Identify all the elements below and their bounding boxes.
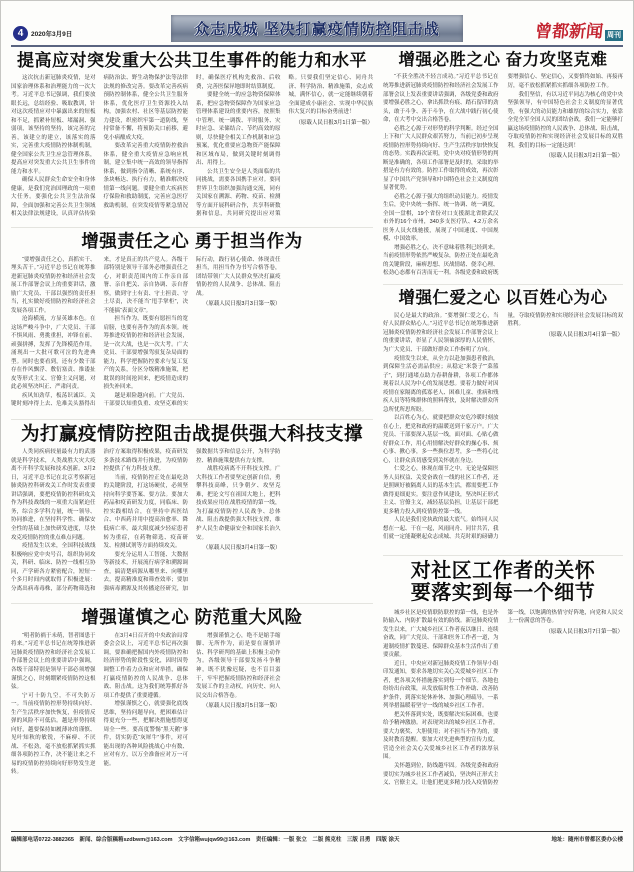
campaign-banner <box>171 15 463 42</box>
page-header <box>11 9 623 47</box>
article-body: “不获全胜决不轻言成功。”习近平总书记在统筹推进新冠肺炎疫情防控和经济社会发展工作部署会议上发表重要讲话强调，各级党委和政府要增强必胜之心，拿出抓铁有痕、踏石留印的劲头，敢于斗争、善于斗争，在大战中践行初心使命，在大考中交出合格答卷。 必胜之心源于对形势的科学判断。经过全国上下和广大人民群众艰苦努力，当前已初步呈现疫情防控形势持续向好、生产生活秩序加快恢复的态势。实践再次证明，党中央对疫情形势的判断是准确的，各项工作部署是及时的，采取的举措是有力有效的。防控工作取得的成效，再次彰显了中国共产党领导和中国特色社会主义制度的显著优势。 必胜之心源于强大的组织动员能力。疫情发生后，党中央统一指挥、统一协调、统一调度，全国一盘棋，19个省份对口支援湖北省除武汉市外的16个市州，340多支医疗队、4.2万余名医务人员火线驰援，展现了中国速度、中国规模、中国效率。 增强必胜之心，决不意味着胜利已经到来。当前疫情形势依然严峻复杂，防控正处在最吃劲的关键阶段，麻痹思想、厌战情绪、侥幸心理、松劲心态都有百害而无一利。各级党委和政府既要增强信心、坚定信心，又要慎终如始、再接再厉，毫不放松抓紧抓实抓细各项防控工作。 我们坚信，有以习近平同志为核心的党中央坚强领导，有中国特色社会主义制度的显著优势，有强大的动员能力和雄厚的综合实力，依靠全党全军全国人民的团结奋战，我们一定能够打赢这场疫情防控的人民战争、总体战、阻击战，夺取疫情防控和实现经济社会发展目标的双胜利，我们的目标一定能达到！ （原载人民日报3月2日第一版） <box>383 74 623 277</box>
article-body: 这次抗击新冠肺炎疫情，是对国家治理体系和治理能力的一次大考。习近平总书记强调，我们要放眼长远，总结经验、吸取教训，针对这次疫情应对中暴露出来的短板和不足，抓紧补短板、堵漏洞、强弱项，该坚持的坚持，该完善的完善，该建立的建立，该落实的落实，完善重大疫情防控体制机制，健全国家公共卫生应急管理体系，提高应对突发重大公共卫生事件的能力和水平。 确保人民群众生命安全和身体健康，是我们党治国理政的一项重大任务。要强化公共卫生法治保障，全面加强和完善公共卫生领域相关法律法规建设，认真评估传染病防治法、野生动物保护法等法律法规的修改完善。要改革完善疾病预防控制体系，健全公共卫生服务体系，优化医疗卫生资源投入结构，加强农村、社区等基层防控能力建设，织密织牢第一道防线，坚持常备不懈，将预防关口前移，避免小病酿成大疫。 要改革完善重大疫情防控救治体系，健全重大疫情应急响应机制，建立集中统一高效的领导指挥体系，做到指令清晰、系统有序、条块畅达、执行有力，精准解决疫情第一线问题。要健全重大疾病医疗保险和救助制度，完善应急医疗救助机制，在突发疫情等紧急情况时，确保医疗机构先救治、后收费，完善医保异地即时结算制度。 要健全统一的应急物资保障体系，把应急物资保障作为国家应急管理体系建设的重要内容，按照集中管理、统一调拨、平时服务、灾时应急、采储结合、节约高效的原则，尽快健全相关工作机制和应急预案，优化重要应急物资产能保障和区域布局，做到关键时刻调得出、用得上。 公共卫生安全是人类面临的共同挑战，需要各国携手应对。要同世界卫生组织加强沟通交流，同有关国家在溯源、药物、疫苗、检测等方面开展科研合作，共享科研数据和信息，共同研究提出应对策略。只要我们坚定信心、同舟共济、科学防治、精准施策，众志成城，满怀信心，就一定能继续朝着全面建成小康社会、实现中华民族伟大复兴的目标奋勇前进！ （原载人民日报3月1日第一版） <box>11 75 373 218</box>
masthead-logo: 曾都新闻 <box>534 22 605 42</box>
article-headline: 增强必胜之心 奋力攻坚克难 <box>398 51 608 69</box>
page-number-area <box>13 26 72 41</box>
article-responsibility <box>11 227 373 414</box>
page-content <box>11 50 623 795</box>
article-body: 民心是最大的政治。“要增强仁爱之心，当好人民群众贴心人。”习近平总书记在统筹推进新冠肺炎疫情防控和经济社会发展工作部署会议上的重要讲话，彰显了人民领袖深厚的人民情怀，为广大党员、干部做好群众工作指明了方向。 疫情发生以来，从全力以赴加强患者救治，到保障生活必需品供应；从稳定“米袋子”“菜篮子”，到打通堵点助力春耕备耕，各项工作都体现着以人民为中心的发展思想。要着力做好对因疫情在家隔离的孤寡老人、困难儿童、重病和残疾人员等特殊群体的照料帮扶，及时解决群众所急所忧所思所盼。 以百姓心为心，就要把群众安危冷暖时刻放在心上，把党和政府的温暖送到千家万户。广大党员、干部要深入基层一线，面对面、心贴心做好群众工作，用心用情解决好群众的操心事、烦心事、揪心事，多一些换位思考，多一些将心比心，让群众真切感受到关怀就在身边。 仁爱之心，体现在细节之中。无论是保障医务人员权益、关爱奋战在一线的社区工作者，还是照顾好被隔离人员的基本生活，都需要把工作做得更细更实。要注意作风建设，坚决纠正形式主义、官僚主义，减轻基层负担，让基层干部把更多精力投入到疫情防控第一线。 人民是我们党执政的最大底气。始终同人民想在一起、干在一起，风雨同舟、同甘共苦，我们就一定能凝聚起众志成城、共克时艰的磅礴力量，夺取疫情防控和实现经济社会发展目标的双胜利。 （原载人民日报3月4日第一版） <box>383 312 623 541</box>
article-headline: 增强仁爱之心 以百姓心为心 <box>398 289 608 308</box>
article-body: “要增强责任之心，真抓实干、埋头苦干。”习近平总书记在统筹推进新冠肺炎疫情防控和经济社会发展工作部署会议上的重要讲话，激励广大党员、干部以强烈的责任担当，扎实做好疫情防控和经济社会发展各项工作。 沧海横流，方显英雄本色。在这场严峻斗争中，广大党员、干部不惧风雨、勇挑重担，冲锋在前、顽强拼搏，发挥了先锋模范作用，涌现出一大批可歌可泣的先进典型。同时也要看到，还有少数干部存在作风飘浮、敷衍塞责、推诿扯皮等形式主义、官僚主义问题，对此必须坚决纠正、严肃问责。 疾风知劲草，板荡识诚臣。关键时刻冲得上去、危难关头豁得出来，才是真正的共产党人。各级干部特别是领导干部务必增强责任之心，对职责范围内的工作亲自部署、亲自把关、亲自协调、亲自督察，做到守土有责、守土担责、守土尽责，决不能当“甩手掌柜”，决不能搞“表面文章”。 担当作为，既要有愿担当的宽肩膀，也要有善作为的真本领。统筹推进疫情防控和经济社会发展，是一次大战，也是一次大考。广大党员、干部要增强驾驭复杂局面的能力，科学把握防控要求与复工复产的关系，分区分级精准施策，把耽误的时间抢回来，把疫情造成的损失补回来。 越是艰险越向前。广大党员、干部要以知重负重、攻坚克难的实际行动，践行初心使命、体现责任担当，用担当作为书写合格答卷，团结带领广大人民群众坚决打赢疫情防控的人民战争、总体战、阻击战。 （原载人民日报3月3日第一版） <box>11 256 281 408</box>
article-headline: 提高应对突发重大公共卫生事件的能力和水平 <box>17 51 367 70</box>
publication-date: 2020年3月9日 <box>31 31 73 38</box>
page-number-badge: 4 <box>13 26 28 41</box>
article-benevolence <box>383 284 623 549</box>
article-headline: 增强责任之心 勇于担当作为 <box>81 231 303 252</box>
article-body: 人类同疾病较量最有力的武器就是科学技术，人类战胜大灾大疫离不开科学发展和技术创新。3月2日，习近平总书记在北京考察新冠肺炎防控科研攻关工作时发表重要讲话强调，要把疫情防控科研攻关作为科技战线的一项重大而紧迫任务，综合多学科力量，统一领导、协同推进，在坚持科学性、确保安全性的基础上加快研发进度，尽快攻克疫情防控的重点难点问题。 疫情发生以来，全国科技战线积极响应党中央号召，组织协同攻关，科研、临床、防控一线相互协同，产学研各方紧密配合，短短一个多月时间内就取得了积极进展：分离出病毒毒株，部分药物筛选和治疗方案取得积极成果，疫苗研发多条技术路线并行推进，为疫情防控提供了有力科技支撑。 当前，疫情防控正处在最吃劲的关键阶段，打这场硬仗，必须坚持向科学要答案、要方法。要加大药品和疫苗研发力度，同临床、防控实践相结合，在坚持中西医结合、中西药并用中提高治愈率、降低病亡率，最大限度减少轻症患者转为重症，在药物筛选、疫苗研发、检测试剂等方面持续攻关。 要充分运用人工智能、大数据等新技术，开展流行病学和溯源调查，搞清楚病源从哪里来、向哪里去，提高精准度和筛查效率；要加强病毒溯源及其传播途径研究，加强数据共享和信息公开，为科学防控、精准施策提供有力支撑。 战胜疫病离不开科技支撑。广大科技工作者要坚定创新自信，勇攀科技高峰，只争朝夕、攻坚克难，把论文写在祖国大地上，把科技成果应用在战胜疫情的第一线，为打赢疫情防控人民战争、总体战、阻击战提供强大科技支撑，维护人民生命健康安全和国家长治久安。 （原载人民日报3月4日第一版） <box>11 449 281 592</box>
article-confidence-victory <box>383 51 623 279</box>
campaign-banner-text: 众志成城 坚决打赢疫情防控阻击战 <box>194 21 440 38</box>
article-prudence-risk <box>11 603 373 780</box>
article-body: “明者防祸于未萌，智者图患于将来。”习近平总书记在统筹推进新冠肺炎疫情防控和经济社会发展工作部署会议上的重要讲话中强调，各级干部特别是领导干部必须增强谨慎之心，时刻绷紧疫情防控这根弦。 宁可十防九空，不可失防万一。当前疫情防控形势持续向好、生产生活秩序加快恢复，但疫情反弹的风险不可低估。越是形势持续向好，越要保持如履薄冰的谨慎、见叶知秋的敏锐，不麻痹、不厌战、不松劲，毫不放松抓紧抓实抓细各项防控工作，决不能让来之不易的疫情防控持续向好形势发生逆转。 在3月4日召开的中央政治局常委会会议上，习近平总书记再次强调，要准确把握国内外疫情防控和经济形势的阶段性变化，因时因势调整工作着力点和应对举措，确保打赢疫情防控的人民战争、总体战、阻击战。这为我们统筹抓好各项工作提供了重要遵循。 增强谨慎之心，就要强化底线思维，坚持问题导向，把困难估计得更充分一些，把解决措施想得更周全一些。要高度警惕“黑天鹅”事件，切实防范“灰犀牛”事件，对可能出现的各种风险挑战心中有数、应对有方，以万全准备应对万一可能。 增强谨慎之心，绝不是缩手缩脚、无所作为，而是要在谨慎评估、科学研判的基础上积极主动作为。各级领导干部要发扬斗争精神，既不犹豫迟疑，也不盲目蛮干，牢牢把握疫情防控和经济社会发展工作的主动权，向历史、向人民交出合格答卷。 （原载人民日报3月5日第一版） <box>11 632 281 776</box>
article-body: 城乡社区是疫情联防联控的第一线，也是外防输入、内防扩散最有效的防线。新冠肺炎疫情发生以来，广大城乡社区工作者夜以继日、连续奋战，同广大党员、干部和医务工作者一道，为遏制疫情扩散蔓延、保障群众基本生活作出了重要贡献。 近日，中央应对新冠肺炎疫情工作领导小组印发通知，要求各地切实关心关爱城乡社区工作者，把各项关怀措施落实到每一个细节。各地也纷纷出台政策，从发放临时性工作补助、改善防护条件，到落实轮休补休、加强心理疏导，一系列举措温暖着坚守一线的城乡社区工作者。 把关怀落到实处，既要解决实际困难，也要给予精神激励。对表现突出的城乡社区工作者，要大力褒奖、大胆使用；对不担当不作为的，要及时教育提醒。要加大对先进典型的宣传力度，营造全社会关心关爱城乡社区工作者的浓厚氛围。 关怀越到位，防线越牢固。各级党委和政府要切实为城乡社区工作者减负，坚决纠正形式主义、官僚主义，让他们把更多精力投入疫情防控第一线，以饱满的热情守好阵地，向党和人民交上一份满意的答卷。 （原载人民日报3月7日第一版） <box>383 609 623 787</box>
page-footer <box>11 831 623 843</box>
article-headline: 增强谨慎之心 防范重大风险 <box>81 607 303 628</box>
article-headline <box>383 560 623 605</box>
masthead <box>535 24 623 41</box>
headline-line-1: 对社区工作者的关怀 <box>410 559 596 582</box>
article-public-health-capability <box>11 51 373 222</box>
footer-contact-info: 编辑部电话0722-3882365 新闻、综合版稿箱szdbwm@163.com 文字信箱wujqw99@163.com 责任编辑：一版 张立 二版 熊克柱 三版 吕勇 四版 涂天 <box>11 837 400 843</box>
left-column <box>11 50 373 795</box>
article-community-workers-care <box>383 555 623 795</box>
masthead-weekly-tag: 周刊 <box>607 32 621 39</box>
footer-address: 地址：随州市曾都区委办公楼 <box>551 837 623 843</box>
headline-line-2: 要落实到每一个细节 <box>410 582 596 605</box>
article-headline: 为打赢疫情防控阻击战提供强大科技支撑 <box>20 422 363 444</box>
article-science-support <box>11 419 373 599</box>
right-column <box>383 50 623 795</box>
